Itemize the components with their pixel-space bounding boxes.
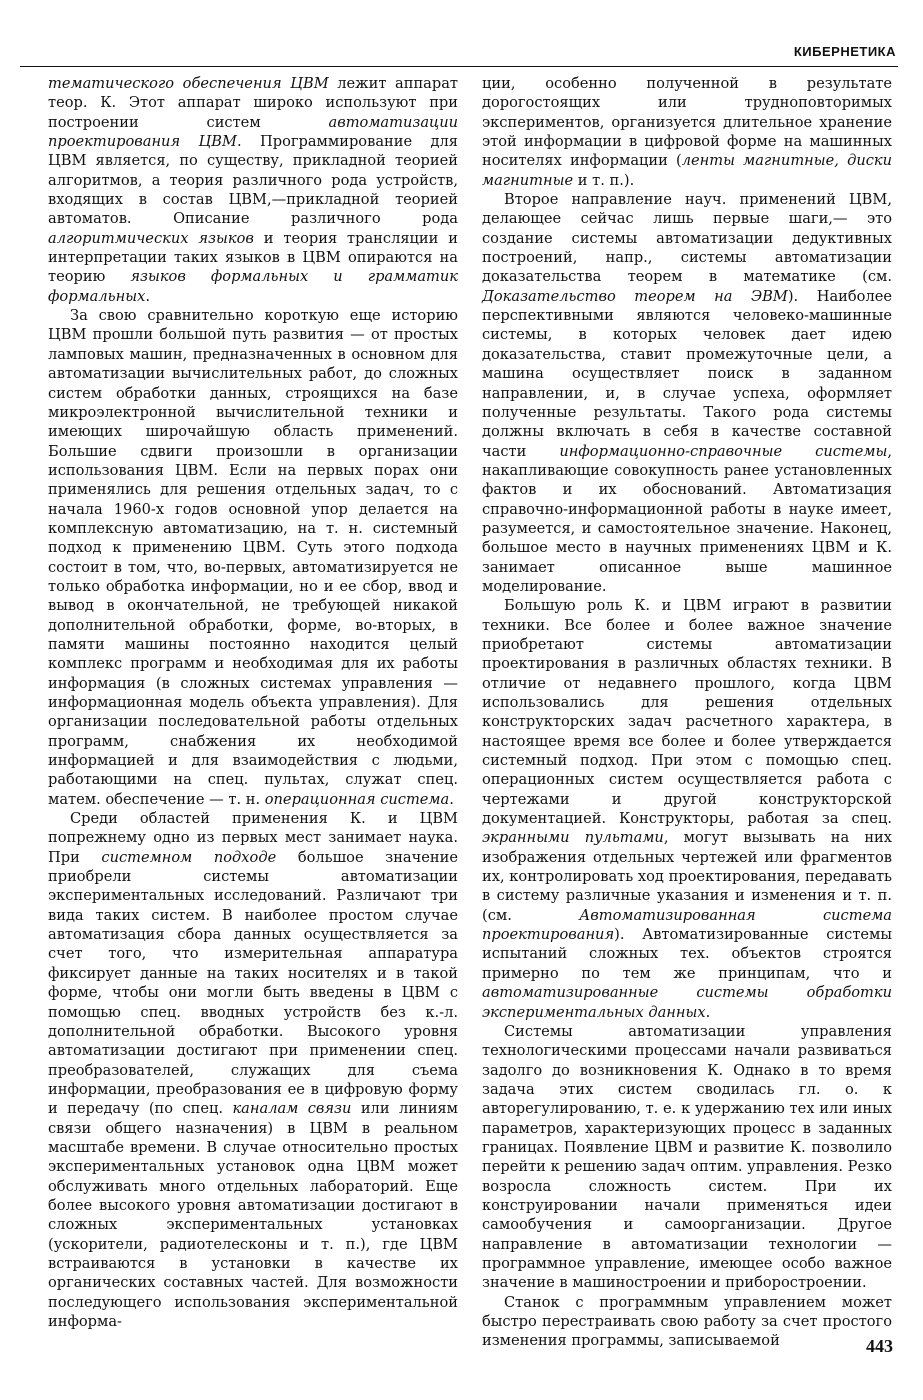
italic-term: ленты магнитные, диски магнитные [482, 152, 893, 189]
text-run: За свою сравнительно короткую еще историю ЦВМ прошли большой путь развития — от простых ламповых машин, предназначенных в основном для автоматизации вычислительных работ, до сложных систем обработки данных, строящихся на базе микроэлектронной вычислительной техники и имеющих широчайшую область применений. Большие сдвиги произошли в организации использования ЦВМ. Если на первых порах они применялись для решения отдельных задач, то с начала 1960-х годов основной упор делается на комплексную автоматизацию, на т. н. системный подход к применению ЦВМ. Суть этого подхода состоит в том, что, во-первых, автоматизируется не только обработка информации, но и ее сбор, ввод и вывод в окончательной, не требующей никакой дополнительной обработки, форме, во-вторых, в памяти машины постоянно находится целый комплекс программ и необходимая для их работы информация (в сложных системах управления — информационная модель объекта управления). Для организации последовательной работы отдельных программ, снабжения их необходимой информацией и для взаимодействия с людьми, работающими на спец. пультах, служат спец. матем. обеспечение — т. н. [48, 307, 458, 808]
text-run: ). Автоматизированные системы испытаний сложных тех. объектов строятся примерно по тем же принципам, что и [482, 926, 892, 982]
page-number: 443 [866, 1336, 893, 1356]
text-run: Системы автоматизации управления технологическими процессами начали развиваться задолго до возникновения К. Однако в то время задача этих систем сводилась гл. о. к авторегулированию, т. е. к удержанию тех или иных параметров, характеризующих процесс в заданных границах. Появление ЦВМ и развитие К. позволило перейти к решению задач оптим. управления. Резко возросла сложность систем. При их конструировании начали применяться идеи самообучения и самоорганизации. Другое направление в автоматизации технологии — программное управление, имеющее особо важное значение в машиностроении и приборостроении. [482, 1022, 892, 1292]
italic-term: Автоматизированная система проектирования [482, 906, 893, 944]
italic-term: автоматизированные системы обработки экспериментальных данных [482, 984, 892, 1021]
text-run: лежит аппарат теор. К. Этот аппарат широко используют при построении систем [48, 75, 458, 131]
text-run: . [145, 287, 150, 305]
text-run: Большую роль К. и ЦВМ играют в развитии техники. Все более и более важное значение приобретают системы автоматизации проектирования в различных областях техники. В отличие от недавнего прошлого, когда ЦВМ использовались для решения отдельных конструкторских задач расчетного характера, в настоящее время все более и более утверждается системный подход. При этом с помощью спец. операционных систем осуществляется работа с чертежами и другой конструкторской документацией. Конструкторы, работая за спец. [482, 597, 892, 828]
text-run: . Программирование для ЦВМ является, по существу, прикладной теорией алгоритмов, а теория различного рода устройств, входящих в состав ЦВМ,—прикладной теорией автоматов. Описание различного рода [48, 133, 458, 228]
text-run: Станок с программным управлением может быстро перестраивать свою работу за счет простого изменения программы, записываемой [482, 1293, 892, 1350]
paragraph [482, 74, 892, 190]
italic-term: алгоритмических языков [48, 229, 254, 247]
text-run: ции, особенно полученной в результате дорогостоящих или труднoповторимых экспериментов, организуется длительное хранение этой информации в цифровой форме на машинных носителях информации ( [482, 75, 892, 170]
italic-term: информационно-справочные системы [559, 442, 888, 460]
text-run: и т. п.). [573, 171, 635, 189]
paragraph [48, 306, 458, 809]
paragraph [482, 1022, 892, 1293]
text-run: и теория трансляции и интерпретации таких языков в ЦВМ опираются на теорию [48, 229, 459, 286]
text-run: или линиям связи общего назначения) в ЦВМ в реальном масштабе времени. В случае относительно простых экспериментальных установок одна ЦВМ может обслуживать много отдельных лабораторий. Еще более высокого уровня автоматизации достигают в сложных экспериментальных установках (ускорители, радиотелесконы и т. п.), где ЦВМ встраиваются в установки в качестве их органических составных частей. Для возможности последующего использования экспериментальной информа- [48, 1100, 458, 1330]
text-run: . [705, 1003, 711, 1021]
text-run: большое значение приобрели системы автоматизации экспериментальных исследований. Различают три вида таких систем. В наиболее простом случае автоматизация сбора данных осуществляется за счет того, что измерительная аппаратура фиксирует данные на таких носителях и в такой форме, чтобы они могли быть введены в ЦВМ с помощью спец. вводных устройств без к.-л. дополнительной обработки. Высокого уровня автоматизации достигают при применении спец. преобразователей, служащих для съема информации, преобразования ее в цифровую форму и передачу (по спец. [48, 848, 458, 1118]
header-title: КИБЕРНЕТИКА [793, 44, 896, 59]
left-column [48, 74, 459, 1330]
text-run: Второе направление науч. применений ЦВМ, делающее сейчас лишь первые шаги,— это создание системы автоматизации дедуктивных построений, напр., системы автоматизации доказательства теорем в математике (см. [482, 191, 892, 286]
italic-term: системном подходе [101, 848, 277, 866]
italic-term: экранными пультами [482, 829, 664, 847]
italic-term: Доказательство теорем на ЭВМ [482, 287, 788, 305]
paragraph [482, 1293, 892, 1351]
italic-term: операционная система [264, 790, 450, 808]
text-run: ). Наиболее перспективными являются человеко-машинные системы, в которых человек дает идею доказательства, ставит промежуточные цели, а машина осуществляет поиск в заданном направлении, и, в случае успеха, оформляет полученные результаты. Такого рода системы должны включать в себя в качестве составной части [482, 287, 892, 460]
paragraph [482, 596, 892, 1022]
text-run: Среди областей применения К. и ЦВМ попрежнему одно из первых мест занимает наука. При [48, 810, 458, 866]
paragraph [48, 74, 458, 306]
italic-term: языков формальных и грамматик формальных [48, 268, 458, 305]
italic-term: автоматизации проектирования ЦВМ [48, 113, 458, 151]
italic-term: тематического обеспечения ЦВМ [48, 75, 329, 92]
text-run: , могут вызывать на них изображения отдельных чертежей или фрагментов их, контролировать ход проектирования, передавать в систему различные указания и изменения и т. п. (см. [482, 829, 892, 924]
paragraph [48, 809, 458, 1331]
paragraph [482, 190, 892, 596]
running-header [20, 42, 898, 67]
text-run: , накапливающие совокупность ранее установленных фактов и их обоснований. Автоматизация справочно-информационной работы в науке имеет, разумеется, и самостоятельное значение. Наконец, большое место в научных применениях ЦВМ и К. занимает описанное выше машинное моделирование. [482, 442, 892, 595]
italic-term: каналам связи [232, 1100, 352, 1118]
text-run: . [449, 790, 454, 808]
